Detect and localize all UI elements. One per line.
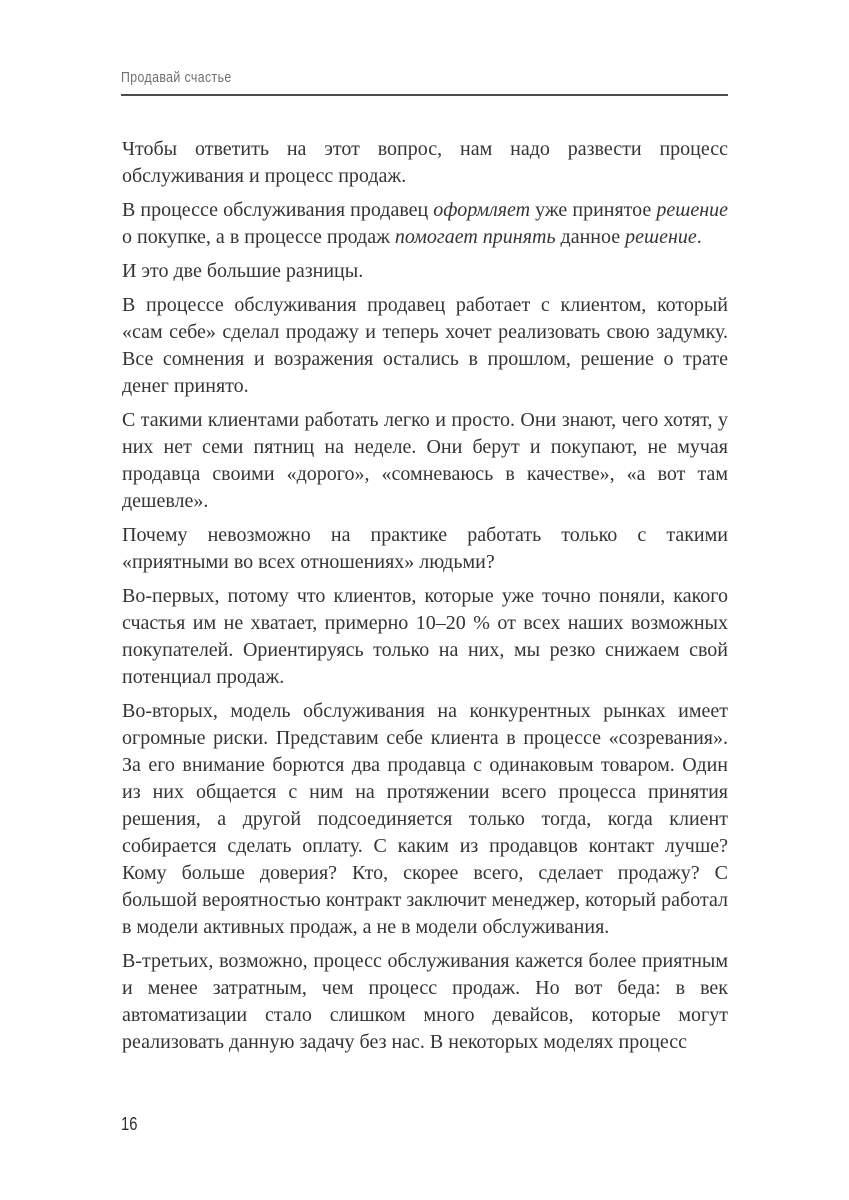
paragraph xyxy=(122,407,728,515)
paragraph xyxy=(122,948,728,1056)
page-footer xyxy=(121,1114,141,1135)
running-head-title: Продавай счастье xyxy=(121,69,232,86)
page-number: 16 xyxy=(121,1114,138,1134)
text-run: В-третьих, возможно, процесс обслуживания кажется более приятным и менее затратным, чем процесс продаж. Но вот беда: в век автоматизации стало слишком много девайсов, которые могут реализовать данную задачу без нас. В некоторых моделях процесс xyxy=(122,950,728,1053)
text-run: С такими клиентами работать легко и просто. Они знают, чего хотят, у них нет семи пятниц на неделе. Они берут и покупают, не мучая продавца своими «дорого», «сомневаюсь в качестве», «а вот там дешевле». xyxy=(122,409,728,512)
paragraph xyxy=(122,583,728,691)
running-head xyxy=(121,69,728,96)
italic-text-run: помогает принять xyxy=(394,226,556,248)
text-run: И это две большие разницы. xyxy=(122,260,364,282)
text-run: данное xyxy=(555,226,626,248)
text-run: В процессе обслуживания продавец работает с клиентом, который «сам себе» сделал продажу и теперь хочет реализовать свою задумку. Все сомнения и возражения остались в прошлом, решение о трате денег принято. xyxy=(122,294,728,397)
text-run: Во-первых, потому что клиентов, которые уже точно поняли, какого счастья им не хватает, примерно 10–20 % от всех наших возможных покупателей. Ориентируясь только на них, мы резко снижаем свой потенциал продаж. xyxy=(122,585,728,688)
italic-text-run: решение xyxy=(625,226,697,248)
text-run: Чтобы ответить на этот вопрос, нам надо развести процесс обслуживания и процесс продаж. xyxy=(122,138,728,187)
paragraph xyxy=(122,698,728,941)
paragraph xyxy=(122,197,728,251)
body-text xyxy=(122,136,728,1063)
text-run: В процессе обслуживания продавец xyxy=(122,199,434,221)
paragraph xyxy=(122,136,728,190)
paragraph xyxy=(122,258,728,285)
paragraph xyxy=(122,522,728,576)
text-run: о покупке, а в процессе продаж xyxy=(122,226,395,248)
paragraph xyxy=(122,292,728,400)
running-head-rule xyxy=(121,94,728,96)
italic-text-run: оформляет xyxy=(433,199,531,221)
text-run: . xyxy=(696,226,702,248)
text-run: Во-вторых, модель обслуживания на конкурентных рынках имеет огромные риски. Представим себе клиента в процессе «созревания». За его внимание борются два продавца с одинаковым товаром. Один из них общается с ним на протяжении всего процесса принятия решения, а другой подсоединяется только тогда, когда клиент собирается сделать оплату. С каким из продавцов контакт лучше? Кому больше доверия? Кто, скорее всего, сделает продажу? С большой вероятностью контракт заключит менеджер, который работал в модели активных продаж, а не в модели обслуживания. xyxy=(122,700,728,938)
text-run: Почему невозможно на практике работать только с такими «приятными во всех отношениях» людьми? xyxy=(122,524,728,573)
text-run: уже принятое xyxy=(530,199,657,221)
italic-text-run: решение xyxy=(656,199,728,221)
